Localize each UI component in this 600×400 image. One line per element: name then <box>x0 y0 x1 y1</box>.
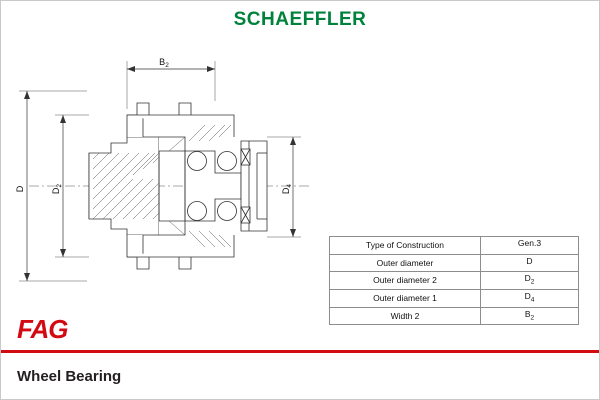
dimension-label-d2: $D_2$ <box>51 183 63 195</box>
spec-value: $D_4$ <box>480 290 578 308</box>
table-row <box>330 237 579 255</box>
specification-table <box>329 236 579 325</box>
spec-value: $B_2$ <box>480 307 578 325</box>
spec-label: Width 2 <box>330 307 481 325</box>
table-row <box>330 290 579 308</box>
footer-divider <box>1 350 599 353</box>
spec-label: Outer diameter 2 <box>330 272 481 290</box>
spec-label: Type of Construction <box>330 237 481 255</box>
page-title: Wheel Bearing <box>17 368 122 385</box>
dimension-label-b2: $B_2$ <box>159 57 169 69</box>
table-row <box>330 254 579 272</box>
table-row <box>330 307 579 325</box>
schaeffler-logo: SCHAEFFLER <box>233 9 367 30</box>
fag-logo: FAG <box>17 314 68 344</box>
spec-value: D <box>480 254 578 272</box>
table-row <box>330 272 579 290</box>
dimension-label-d: D <box>15 185 25 193</box>
spec-label: Outer diameter <box>330 254 481 272</box>
spec-value: $D_2$ <box>480 272 578 290</box>
spec-label: Outer diameter 1 <box>330 290 481 308</box>
spec-value: Gen.3 <box>480 237 578 255</box>
dimension-label-d4: $D_4$ <box>281 183 293 195</box>
technical-drawing <box>9 41 329 331</box>
